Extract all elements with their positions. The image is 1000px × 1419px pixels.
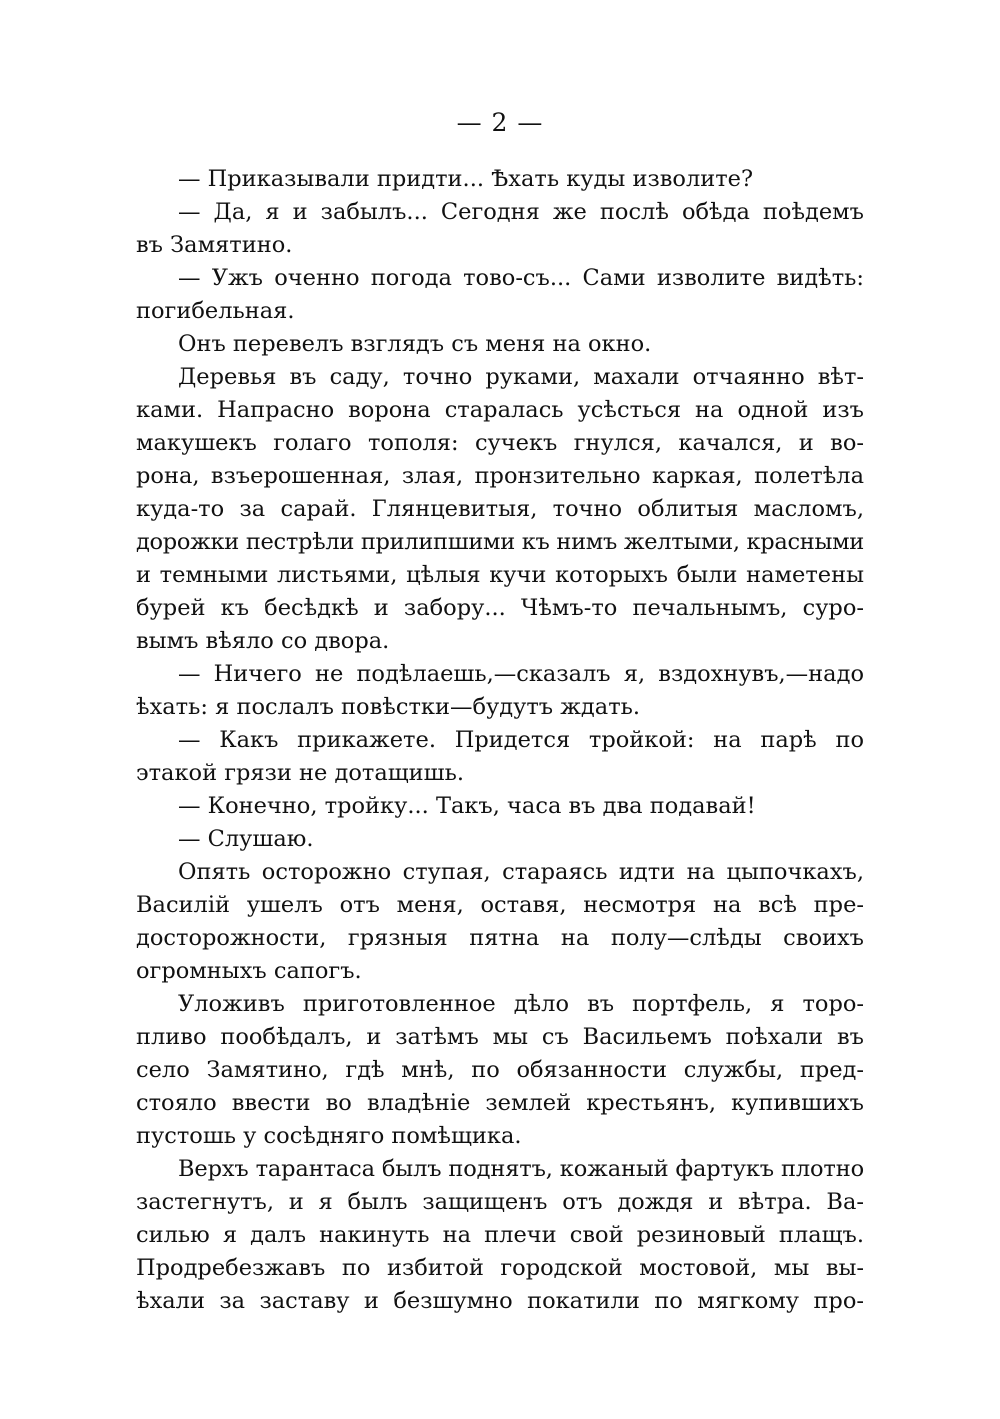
text-line: Онъ перевелъ взглядъ съ меня на окно.	[178, 331, 652, 357]
text-line: рона, взъерошенная, злая, пронзительно каркая, полетѣла	[136, 463, 864, 489]
text-line: Василій ушелъ отъ меня, оставя, несмотря на всѣ пре-	[136, 892, 864, 918]
page-number: — 2 —	[456, 108, 544, 137]
text-line: — Ужъ оченно погода тово-съ... Сами изволите видѣть:	[178, 265, 864, 291]
text-line: — Конечно, тройку... Такъ, часа въ два подавай!	[178, 793, 756, 819]
text-line: этакой грязи не дотащишь.	[136, 760, 464, 786]
text-line: Опять осторожно ступая, стараясь идти на цыпочкахъ,	[178, 859, 864, 885]
text-line: силью я далъ накинуть на плечи свой резиновый плащъ.	[136, 1222, 864, 1248]
text-line: Уложивъ приготовленное дѣло въ портфель, я торо-	[178, 991, 864, 1017]
text-line: вымъ вѣяло со двора.	[136, 628, 390, 654]
text-line: макушекъ голаго тополя: сучекъ гнулся, качался, и во-	[136, 430, 864, 456]
text-line: — Приказывали придти... Ѣхать куды изволите?	[178, 166, 754, 192]
text-line: Верхъ тарантаса былъ поднятъ, кожаный фартукъ плотно	[178, 1156, 864, 1182]
text-line: дорожки пестрѣли прилипшими къ нимъ желтыми, красными	[136, 529, 864, 555]
text-line: и темными листьями, цѣлыя кучи которыхъ были наметены	[136, 562, 864, 588]
text-line: погибельная.	[136, 298, 295, 324]
text-line: застегнутъ, и я былъ защищенъ отъ дождя и вѣтра. Ва-	[136, 1189, 864, 1215]
text-line: ѣхали за заставу и безшумно покатили по мягкому про-	[136, 1288, 864, 1314]
text-line: — Какъ прикажете. Придется тройкой: на парѣ по	[178, 727, 864, 753]
text-line: — Слушаю.	[178, 826, 314, 852]
text-line: — Ничего не подѣлаешь,—сказалъ я, вздохнувъ,—надо	[178, 661, 864, 687]
text-line: ѣхать: я послалъ повѣстки—будутъ ждать.	[136, 694, 641, 720]
text-line: въ Замятино.	[136, 232, 293, 258]
text-line: пустошь у сосѣдняго помѣщика.	[136, 1123, 522, 1149]
text-line: досторожности, грязныя пятна на полу—слѣды своихъ	[136, 925, 864, 951]
text-line: Деревья въ саду, точно руками, махали отчаянно вѣт-	[178, 364, 864, 390]
text-line: — Да, я и забылъ... Сегодня же послѣ обѣда поѣдемъ	[178, 199, 864, 225]
text-line: село Замятино, гдѣ мнѣ, по обязанности службы, пред-	[136, 1057, 864, 1083]
text-line: бурей къ бесѣдкѣ и забору... Чѣмъ-то печальнымъ, суро-	[136, 595, 864, 621]
text-line: огромныхъ сапогъ.	[136, 958, 362, 984]
text-line: Продребезжавъ по избитой городской мостовой, мы вы-	[136, 1255, 864, 1281]
text-line: куда-то за сарай. Глянцевитыя, точно облитыя масломъ,	[136, 496, 864, 522]
text-line: стояло ввести во владѣніе землей крестьянъ, купившихъ	[136, 1090, 864, 1116]
text-line: ками. Напрасно ворона старалась усѣсться на одной изъ	[136, 397, 864, 423]
text-line: пливо пообѣдалъ, и затѣмъ мы съ Васильемъ поѣхали въ	[136, 1024, 864, 1050]
